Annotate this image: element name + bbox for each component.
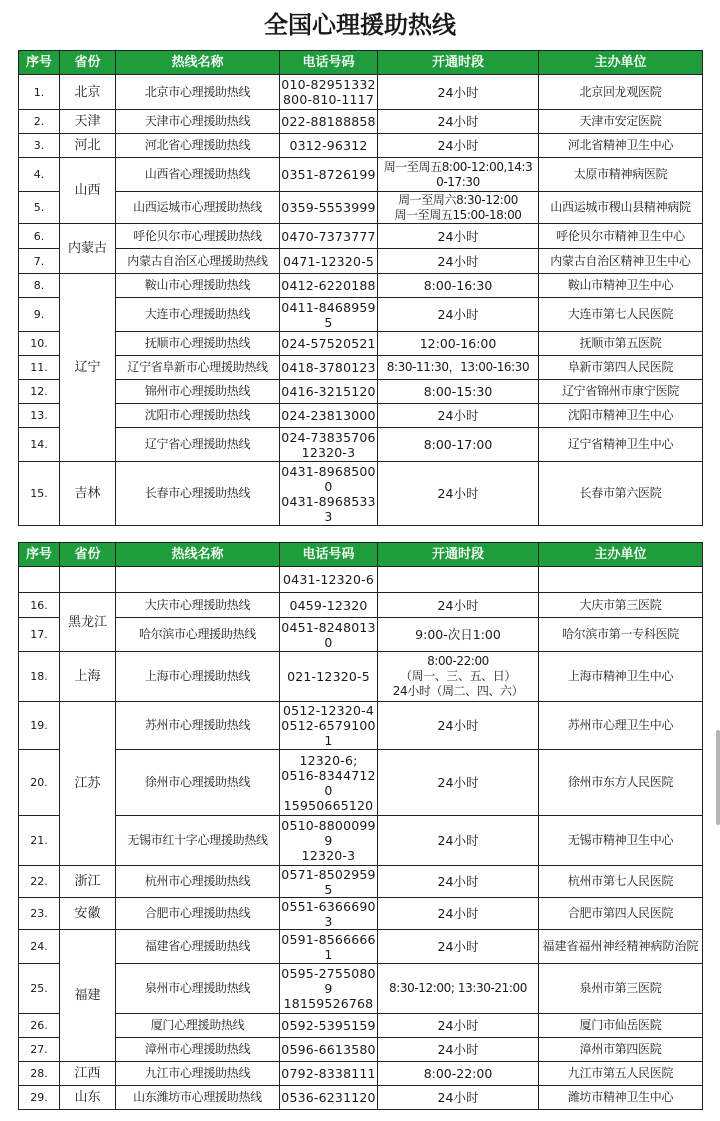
table-row bbox=[19, 930, 703, 964]
phone-line: 1 bbox=[324, 733, 333, 748]
phone-line: 0 bbox=[324, 782, 333, 798]
table-row bbox=[19, 356, 703, 380]
row-organizer: 大连市第七人民医院 bbox=[539, 298, 703, 332]
phone-line: 010-82951332 bbox=[281, 77, 376, 92]
phone-line: 5 bbox=[324, 881, 333, 897]
row-seq: 2. bbox=[19, 110, 60, 134]
table-row bbox=[19, 652, 703, 702]
row-hours bbox=[378, 652, 539, 702]
row-phone bbox=[280, 298, 378, 332]
row-hotline-name: 辽宁省心理援助热线 bbox=[116, 428, 280, 462]
row-hours: 24小时 bbox=[378, 298, 539, 332]
header-hours: 开通时段 bbox=[378, 51, 539, 75]
phone-line: 800-810-1117 bbox=[283, 92, 374, 107]
phone-line: 12320-6; bbox=[299, 752, 358, 768]
phone-line: 3 bbox=[324, 508, 333, 524]
row-hours: 24小时 bbox=[378, 930, 539, 964]
row-phone bbox=[280, 462, 378, 526]
header-province: 省份 bbox=[60, 51, 116, 75]
page-title: 全国心理援助热线 bbox=[264, 11, 456, 39]
row-organizer: 沈阳市精神卫生中心 bbox=[539, 404, 703, 428]
row-phone: 0471-12320-5 bbox=[280, 249, 378, 274]
header-hours: 开通时段 bbox=[378, 543, 539, 567]
row-hotline-name: 哈尔滨市心理援助热线 bbox=[116, 618, 280, 652]
row-phone bbox=[280, 930, 378, 964]
row-phone: 0418-3780123 bbox=[280, 356, 378, 380]
row-seq: 10. bbox=[19, 332, 60, 356]
row-seq: 5. bbox=[19, 192, 60, 224]
row-seq: 4. bbox=[19, 158, 60, 192]
row-hours: 24小时 bbox=[378, 1086, 539, 1110]
table-row bbox=[19, 1062, 703, 1086]
row-hotline-name: 大庆市心理援助热线 bbox=[116, 593, 280, 618]
row-seq: 1. bbox=[19, 75, 60, 110]
phone-line: 0551-6366690 bbox=[281, 898, 376, 914]
row-phone: 0596-6613580 bbox=[280, 1038, 378, 1062]
row-seq: 29. bbox=[19, 1086, 60, 1110]
row-hours: 24小时 bbox=[378, 224, 539, 249]
phone-line: 0516-8344712 bbox=[281, 767, 376, 783]
row-phone: 0312-96312 bbox=[280, 134, 378, 158]
row-phone: 0351-8726199 bbox=[280, 158, 378, 192]
row-hours: 24小时 bbox=[378, 462, 539, 526]
header-province: 省份 bbox=[60, 543, 116, 567]
row-province: 福建 bbox=[60, 930, 116, 1062]
row-organizer: 长春市第六医院 bbox=[539, 462, 703, 526]
phone-line: 9 bbox=[324, 981, 333, 996]
row-seq: 22. bbox=[19, 866, 60, 898]
row-organizer: 合肥市第四人民医院 bbox=[539, 898, 703, 930]
row-hotline-name: 鞍山市心理援助热线 bbox=[116, 274, 280, 298]
row-hours: 24小时 bbox=[378, 110, 539, 134]
row-organizer: 太原市精神病医院 bbox=[539, 158, 703, 192]
phone-line: 5 bbox=[324, 314, 333, 330]
phone-line: 3 bbox=[324, 913, 333, 929]
row-phone bbox=[280, 866, 378, 898]
phone-line: 9 bbox=[324, 833, 333, 848]
row-phone: 0359-5553999 bbox=[280, 192, 378, 224]
phone-line: 15950665120 bbox=[283, 797, 374, 813]
row-phone: 0536-6231120 bbox=[280, 1086, 378, 1110]
phone-line: 18159526768 bbox=[283, 996, 374, 1011]
row-phone: 0459-12320 bbox=[280, 593, 378, 618]
row-organizer: 抚顺市第五医院 bbox=[539, 332, 703, 356]
row-province: 内蒙古 bbox=[60, 224, 116, 274]
row-hotline-name: 内蒙古自治区心理援助热线 bbox=[116, 249, 280, 274]
table-row bbox=[19, 298, 703, 332]
row-organizer: 九江市第五人民医院 bbox=[539, 1062, 703, 1086]
hours-line: 24小时（周二、四、六） bbox=[392, 684, 524, 698]
hours-line: 0-17:30 bbox=[436, 174, 480, 189]
row-province: 江苏 bbox=[60, 702, 116, 866]
table-row bbox=[19, 593, 703, 618]
row-seq: 13. bbox=[19, 404, 60, 428]
table-row bbox=[19, 702, 703, 750]
table-row bbox=[19, 866, 703, 898]
row-organizer: 徐州市东方人民医院 bbox=[539, 750, 703, 816]
table-header-row bbox=[19, 51, 703, 75]
row-hours: 8:30-12:00; 13:30-21:00 bbox=[378, 964, 539, 1014]
hours-line: 周一至周五8:00-12:00,14:3 bbox=[383, 159, 533, 174]
row-hours: 12:00-16:00 bbox=[378, 332, 539, 356]
row-hours: 24小时 bbox=[378, 898, 539, 930]
table-row bbox=[19, 750, 703, 816]
row-seq: 27. bbox=[19, 1038, 60, 1062]
row-organizer: 哈尔滨市第一专科医院 bbox=[539, 618, 703, 652]
row-seq: 25. bbox=[19, 964, 60, 1014]
row-organizer: 鞍山市精神卫生中心 bbox=[539, 274, 703, 298]
row-province: 黑龙江 bbox=[60, 593, 116, 652]
row-seq: 7. bbox=[19, 249, 60, 274]
row-phone: 0431-12320-6 bbox=[280, 567, 378, 593]
phone-line: 12320-3 bbox=[301, 848, 356, 863]
phone-line: 0510-8800099 bbox=[281, 818, 376, 833]
row-seq bbox=[19, 567, 60, 593]
table-row bbox=[19, 428, 703, 462]
row-phone: 0412-6220188 bbox=[280, 274, 378, 298]
table-row bbox=[19, 898, 703, 930]
header-phone: 电话号码 bbox=[280, 543, 378, 567]
phone-line: 024-73835706 bbox=[281, 429, 376, 445]
row-organizer bbox=[539, 567, 703, 593]
phone-line: 0 bbox=[324, 634, 333, 650]
hotline-table-part-1 bbox=[18, 50, 703, 526]
row-hotline-name: 抚顺市心理援助热线 bbox=[116, 332, 280, 356]
row-hotline-name: 合肥市心理援助热线 bbox=[116, 898, 280, 930]
phone-line: 0591-8566666 bbox=[281, 931, 376, 947]
row-phone bbox=[280, 428, 378, 462]
table-header-row bbox=[19, 543, 703, 567]
row-organizer: 无锡市精神卫生中心 bbox=[539, 816, 703, 866]
row-phone bbox=[280, 964, 378, 1014]
row-seq: 9. bbox=[19, 298, 60, 332]
row-hours bbox=[378, 567, 539, 593]
row-seq: 16. bbox=[19, 593, 60, 618]
header-phone: 电话号码 bbox=[280, 51, 378, 75]
row-hours: 24小时 bbox=[378, 134, 539, 158]
row-province: 吉林 bbox=[60, 462, 116, 526]
row-organizer: 北京回龙观医院 bbox=[539, 75, 703, 110]
row-seq: 23. bbox=[19, 898, 60, 930]
row-seq: 3. bbox=[19, 134, 60, 158]
table-row bbox=[19, 1014, 703, 1038]
phone-line: 0571-8502959 bbox=[281, 866, 376, 882]
phone-line: 12320-3 bbox=[301, 444, 356, 460]
phone-line: 0512-12320-4 bbox=[283, 703, 374, 718]
row-hotline-name: 泉州市心理援助热线 bbox=[116, 964, 280, 1014]
row-organizer: 漳州市第四医院 bbox=[539, 1038, 703, 1062]
row-hours: 24小时 bbox=[378, 1014, 539, 1038]
header-hotline-name: 热线名称 bbox=[116, 543, 280, 567]
header-organizer: 主办单位 bbox=[539, 51, 703, 75]
row-province: 北京 bbox=[60, 75, 116, 110]
row-hours: 24小时 bbox=[378, 866, 539, 898]
table-row bbox=[19, 618, 703, 652]
row-phone: 022-88188858 bbox=[280, 110, 378, 134]
table-row bbox=[19, 158, 703, 192]
row-province: 山东 bbox=[60, 1086, 116, 1110]
row-organizer: 呼伦贝尔市精神卫生中心 bbox=[539, 224, 703, 249]
row-seq: 28. bbox=[19, 1062, 60, 1086]
row-organizer: 河北省精神卫生中心 bbox=[539, 134, 703, 158]
scrollbar-thumb[interactable] bbox=[716, 730, 720, 825]
row-hotline-name: 无锡市红十字心理援助热线 bbox=[116, 816, 280, 866]
row-hours: 8:00-22:00 bbox=[378, 1062, 539, 1086]
row-phone bbox=[280, 702, 378, 750]
table-row bbox=[19, 224, 703, 249]
row-hours: 8:00-15:30 bbox=[378, 380, 539, 404]
row-organizer: 上海市精神卫生中心 bbox=[539, 652, 703, 702]
row-seq: 21. bbox=[19, 816, 60, 866]
table-row bbox=[19, 1038, 703, 1062]
row-phone: 0792-8338111 bbox=[280, 1062, 378, 1086]
table-row bbox=[19, 462, 703, 526]
table-row bbox=[19, 1086, 703, 1110]
row-hours: 8:30-11:30，13:00-16:30 bbox=[378, 356, 539, 380]
hours-line: 周一至周六8:30-12:00 bbox=[398, 192, 518, 207]
hours-line: （周一、三、五、日） bbox=[399, 669, 516, 683]
row-hotline-name: 福建省心理援助热线 bbox=[116, 930, 280, 964]
row-seq: 14. bbox=[19, 428, 60, 462]
row-province: 江西 bbox=[60, 1062, 116, 1086]
table-row bbox=[19, 332, 703, 356]
hours-line: 8:00-22:00 bbox=[427, 654, 489, 668]
row-hours: 9:00-次日1:00 bbox=[378, 618, 539, 652]
hours-line: 周一至周五15:00-18:00 bbox=[394, 207, 522, 222]
row-phone bbox=[280, 750, 378, 816]
row-hotline-name: 锦州市心理援助热线 bbox=[116, 380, 280, 404]
header-seq: 序号 bbox=[19, 51, 60, 75]
header-hotline-name: 热线名称 bbox=[116, 51, 280, 75]
row-seq: 11. bbox=[19, 356, 60, 380]
table-row bbox=[19, 404, 703, 428]
row-hours: 24小时 bbox=[378, 816, 539, 866]
row-seq: 15. bbox=[19, 462, 60, 526]
row-organizer: 辽宁省精神卫生中心 bbox=[539, 428, 703, 462]
table-row bbox=[19, 249, 703, 274]
table-row bbox=[19, 192, 703, 224]
table-row bbox=[19, 964, 703, 1014]
row-hours: 8:00-16:30 bbox=[378, 274, 539, 298]
row-hours: 24小时 bbox=[378, 249, 539, 274]
row-hotline-name: 沈阳市心理援助热线 bbox=[116, 404, 280, 428]
row-hotline-name: 河北省心理援助热线 bbox=[116, 134, 280, 158]
row-phone: 021-12320-5 bbox=[280, 652, 378, 702]
row-seq: 19. bbox=[19, 702, 60, 750]
row-hotline-name: 山西运城市心理援助热线 bbox=[116, 192, 280, 224]
phone-line: 0431-8968533 bbox=[281, 493, 376, 509]
row-hours: 8:00-17:00 bbox=[378, 428, 539, 462]
row-hotline-name: 呼伦贝尔市心理援助热线 bbox=[116, 224, 280, 249]
row-hours: 24小时 bbox=[378, 593, 539, 618]
row-seq: 6. bbox=[19, 224, 60, 249]
row-hours: 24小时 bbox=[378, 750, 539, 816]
row-hotline-name: 大连市心理援助热线 bbox=[116, 298, 280, 332]
table-row bbox=[19, 567, 703, 593]
row-phone bbox=[280, 618, 378, 652]
table-row bbox=[19, 380, 703, 404]
row-hotline-name: 徐州市心理援助热线 bbox=[116, 750, 280, 816]
phone-line: 0431-8968500 bbox=[281, 463, 376, 479]
phone-line: 0595-2755080 bbox=[281, 966, 376, 981]
row-hours bbox=[378, 192, 539, 224]
row-organizer: 潍坊市精神卫生中心 bbox=[539, 1086, 703, 1110]
row-seq: 18. bbox=[19, 652, 60, 702]
row-hotline-name: 天津市心理援助热线 bbox=[116, 110, 280, 134]
row-seq: 12. bbox=[19, 380, 60, 404]
row-seq: 8. bbox=[19, 274, 60, 298]
table-row bbox=[19, 816, 703, 866]
row-province: 辽宁 bbox=[60, 274, 116, 462]
row-organizer: 苏州市心理卫生中心 bbox=[539, 702, 703, 750]
row-hotline-name: 山西省心理援助热线 bbox=[116, 158, 280, 192]
row-hotline-name: 漳州市心理援助热线 bbox=[116, 1038, 280, 1062]
row-hotline-name: 苏州市心理援助热线 bbox=[116, 702, 280, 750]
phone-line: 0512-6579100 bbox=[281, 718, 376, 733]
row-province: 安徽 bbox=[60, 898, 116, 930]
row-organizer: 厦门市仙岳医院 bbox=[539, 1014, 703, 1038]
row-phone: 0470-7373777 bbox=[280, 224, 378, 249]
phone-line: 1 bbox=[324, 946, 333, 962]
row-hours: 24小时 bbox=[378, 702, 539, 750]
row-phone: 0592-5395159 bbox=[280, 1014, 378, 1038]
row-phone: 024-23813000 bbox=[280, 404, 378, 428]
row-province: 浙江 bbox=[60, 866, 116, 898]
row-hours: 24小时 bbox=[378, 404, 539, 428]
row-organizer: 内蒙古自治区精神卫生中心 bbox=[539, 249, 703, 274]
phone-line: 0 bbox=[324, 478, 333, 494]
table-row bbox=[19, 75, 703, 110]
row-seq: 17. bbox=[19, 618, 60, 652]
header-organizer: 主办单位 bbox=[539, 543, 703, 567]
header-seq: 序号 bbox=[19, 543, 60, 567]
row-province: 河北 bbox=[60, 134, 116, 158]
row-organizer: 山西运城市稷山县精神病院 bbox=[539, 192, 703, 224]
row-seq: 20. bbox=[19, 750, 60, 816]
row-hotline-name: 厦门心理援助热线 bbox=[116, 1014, 280, 1038]
row-organizer: 杭州市第七人民医院 bbox=[539, 866, 703, 898]
row-hotline-name: 九江市心理援助热线 bbox=[116, 1062, 280, 1086]
row-organizer: 阜新市第四人民医院 bbox=[539, 356, 703, 380]
row-hours bbox=[378, 158, 539, 192]
row-hotline-name: 上海市心理援助热线 bbox=[116, 652, 280, 702]
row-phone: 0416-3215120 bbox=[280, 380, 378, 404]
row-hotline-name bbox=[116, 567, 280, 593]
row-phone bbox=[280, 75, 378, 110]
row-hotline-name: 杭州市心理援助热线 bbox=[116, 866, 280, 898]
row-organizer: 大庆市第三医院 bbox=[539, 593, 703, 618]
table-row bbox=[19, 110, 703, 134]
row-seq: 26. bbox=[19, 1014, 60, 1038]
hotline-table-part-2 bbox=[18, 542, 703, 1110]
row-organizer: 辽宁省锦州市康宁医院 bbox=[539, 380, 703, 404]
row-hotline-name: 山东潍坊市心理援助热线 bbox=[116, 1086, 280, 1110]
row-seq: 24. bbox=[19, 930, 60, 964]
row-organizer: 福建省福州神经精神病防治院 bbox=[539, 930, 703, 964]
row-hotline-name: 北京市心理援助热线 bbox=[116, 75, 280, 110]
phone-line: 0451-8248013 bbox=[281, 619, 376, 635]
row-phone: 024-57520521 bbox=[280, 332, 378, 356]
row-organizer: 泉州市第三医院 bbox=[539, 964, 703, 1014]
row-province: 天津 bbox=[60, 110, 116, 134]
row-phone bbox=[280, 898, 378, 930]
row-province: 上海 bbox=[60, 652, 116, 702]
row-organizer: 天津市安定医院 bbox=[539, 110, 703, 134]
row-province bbox=[60, 567, 116, 593]
row-phone bbox=[280, 816, 378, 866]
table-row bbox=[19, 134, 703, 158]
row-hotline-name: 辽宁省阜新市心理援助热线 bbox=[116, 356, 280, 380]
phone-line: 0411-8468959 bbox=[281, 299, 376, 315]
table-row bbox=[19, 274, 703, 298]
row-province: 山西 bbox=[60, 158, 116, 224]
row-hours: 24小时 bbox=[378, 75, 539, 110]
row-hours: 24小时 bbox=[378, 1038, 539, 1062]
row-hotline-name: 长春市心理援助热线 bbox=[116, 462, 280, 526]
